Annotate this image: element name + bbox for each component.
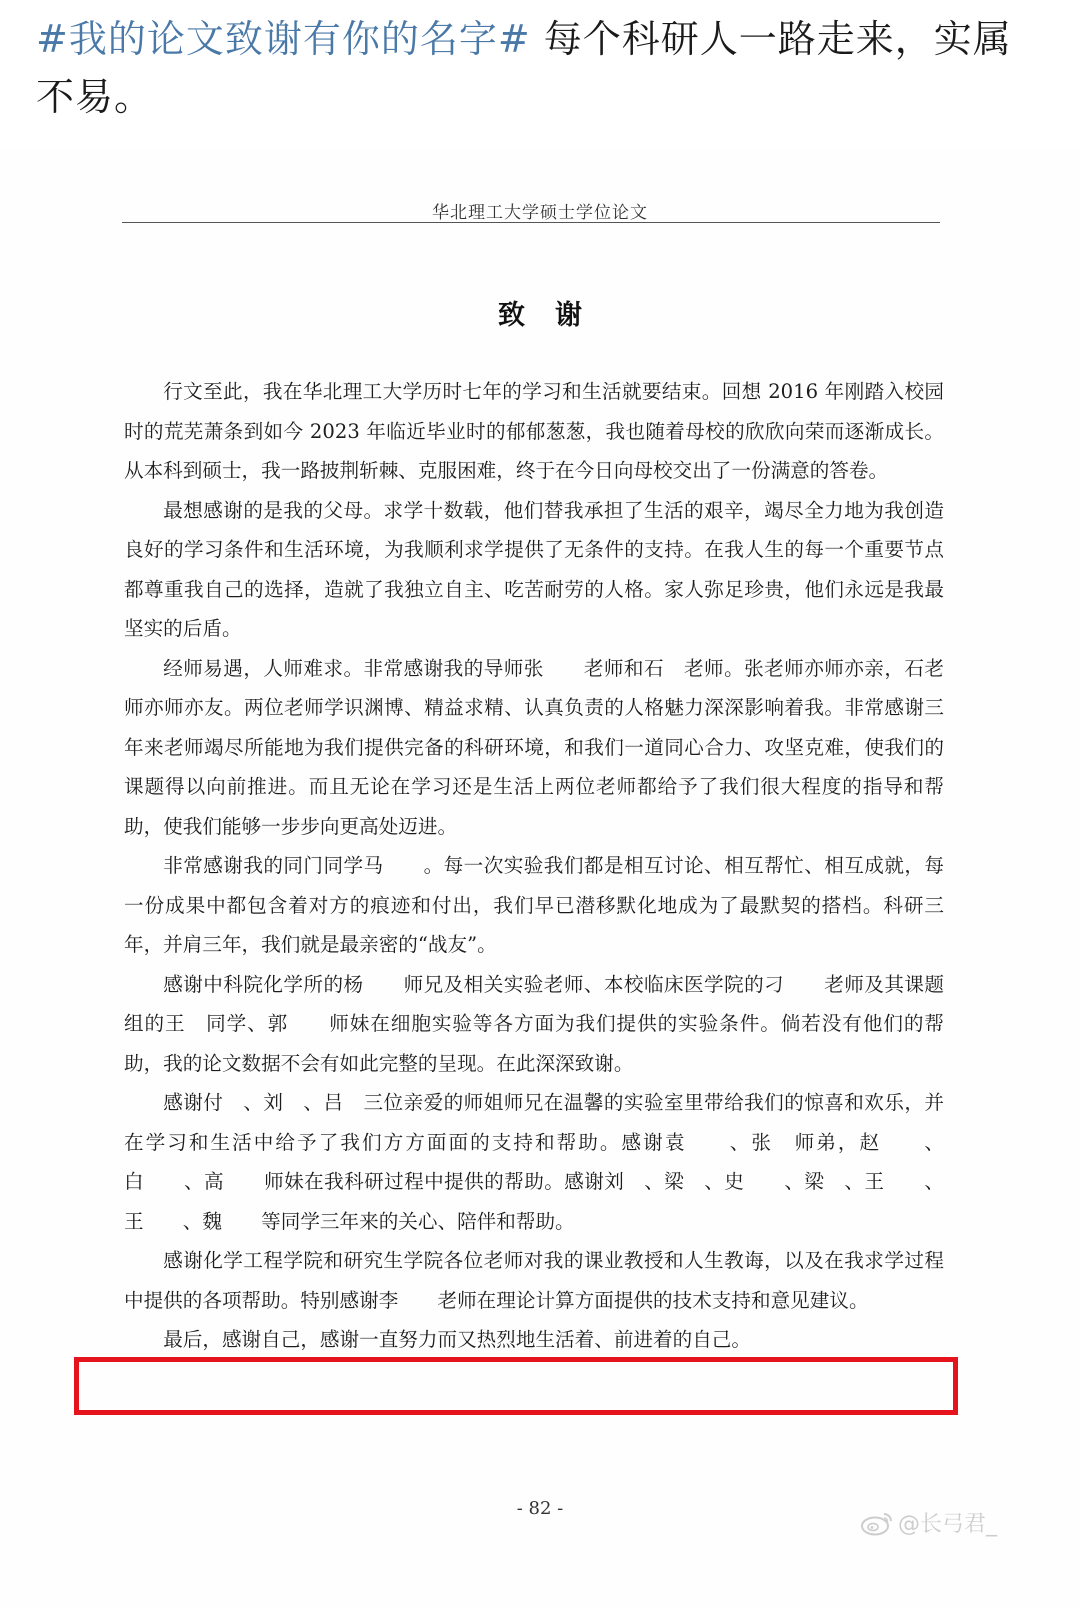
paragraph: 行文至此，我在华北理工大学历时七年的学习和生活就要结束。回想 2016 年刚踏入校园时的荒芜萧条到如今 2023 年临近毕业时的郁郁葱葱，我也随着母校的欣欣向荣而逐渐成长。从本科到硕士，我一路披荆斩棘、克服困难，终于在今日向母校交出了一份满意的答卷。 xyxy=(124,380,944,482)
red-highlight-box xyxy=(74,1357,958,1415)
running-header: 华北理工大学硕士学位论文 xyxy=(432,203,648,223)
watermark-text: @长弓君_ xyxy=(898,1512,998,1537)
page-number: - 82 - xyxy=(516,1498,564,1519)
header-divider xyxy=(122,222,940,223)
paragraph: 感谢付 、刘 、吕 三位亲爱的师姐师兄在温馨的实验室里带给我们的惊喜和欢乐，并在学习和生活中给予了我们方方面面的支持和帮助。感谢袁 、张 师弟，赵 、白 、高 师妹在我科研过程中提供的帮助。感谢刘 、梁 、史 、梁 、王 、王 、魏 等同学三年来的关心、陪伴和帮助。 xyxy=(124,1091,944,1233)
thesis-page-image[interactable] xyxy=(0,150,1080,1609)
weibo-icon xyxy=(860,1510,894,1536)
paragraph: 最想感谢的是我的父母。求学十数载，他们替我承担了生活的艰辛，竭尽全力地为我创造良好的学习条件和生活环境，为我顺利求学提供了无条件的支持。在我人生的每一个重要节点都尊重我自己的选择，造就了我独立自主、吃苦耐劳的人格。家人弥足珍贵，他们永远是我最坚实的后盾。 xyxy=(124,498,944,640)
page-title: 致谢 xyxy=(498,300,612,331)
highlighted-paragraph: 最后，感谢自己，感谢一直努力而又热烈地生活着、前进着的自己。 xyxy=(163,1328,751,1351)
post-text xyxy=(36,10,1046,126)
paragraph: 非常感谢我的同门同学马 。每一次实验我们都是相互讨论、相互帮忙、相互成就，每一份成果中都包含着对方的痕迹和付出，我们早已潜移默化地成为了最默契的搭档。科研三年，并肩三年，我们就是最亲密的“战友”。 xyxy=(124,854,944,956)
paragraph: 感谢中科院化学所的杨 师兄及相关实验老师、本校临床医学院的刁 老师及其课题组的王 同学、郭 师妹在细胞实验等各方面为我们提供的实验条件。倘若没有他们的帮助，我的论文数据不会有如此完整的呈现。在此深深致谢。 xyxy=(124,972,944,1075)
watermark xyxy=(860,1507,997,1538)
paragraph: 感谢化学工程学院和研究生学院各位老师对我的课业教授和人生教诲，以及在我求学过程中提供的各项帮助。特别感谢李 老师在理论计算方面提供的技术支持和意见建议。 xyxy=(124,1249,944,1312)
acknowledgement-body xyxy=(124,372,944,1360)
post-caption: 每个科研人一路走来，实属不易。 xyxy=(36,17,1012,119)
post-hashtag-link[interactable]: #我的论文致谢有你的名字# xyxy=(36,17,531,61)
paragraph: 经师易遇，人师难求。非常感谢我的导师张 老师和石 老师。张老师亦师亦亲，石老师亦师亦友。两位老师学识渊博、精益求精、认真负责的人格魅力深深影响着我。非常感谢三年来老师竭尽所能地为我们提供完备的科研环境，和我们一道同心合力、攻坚克难，使我们的课题得以向前推进。而且无论在学习还是生活上两位老师都给予了我们很大程度的指导和帮助，使我们能够一步步向更高处迈进。 xyxy=(124,656,944,838)
